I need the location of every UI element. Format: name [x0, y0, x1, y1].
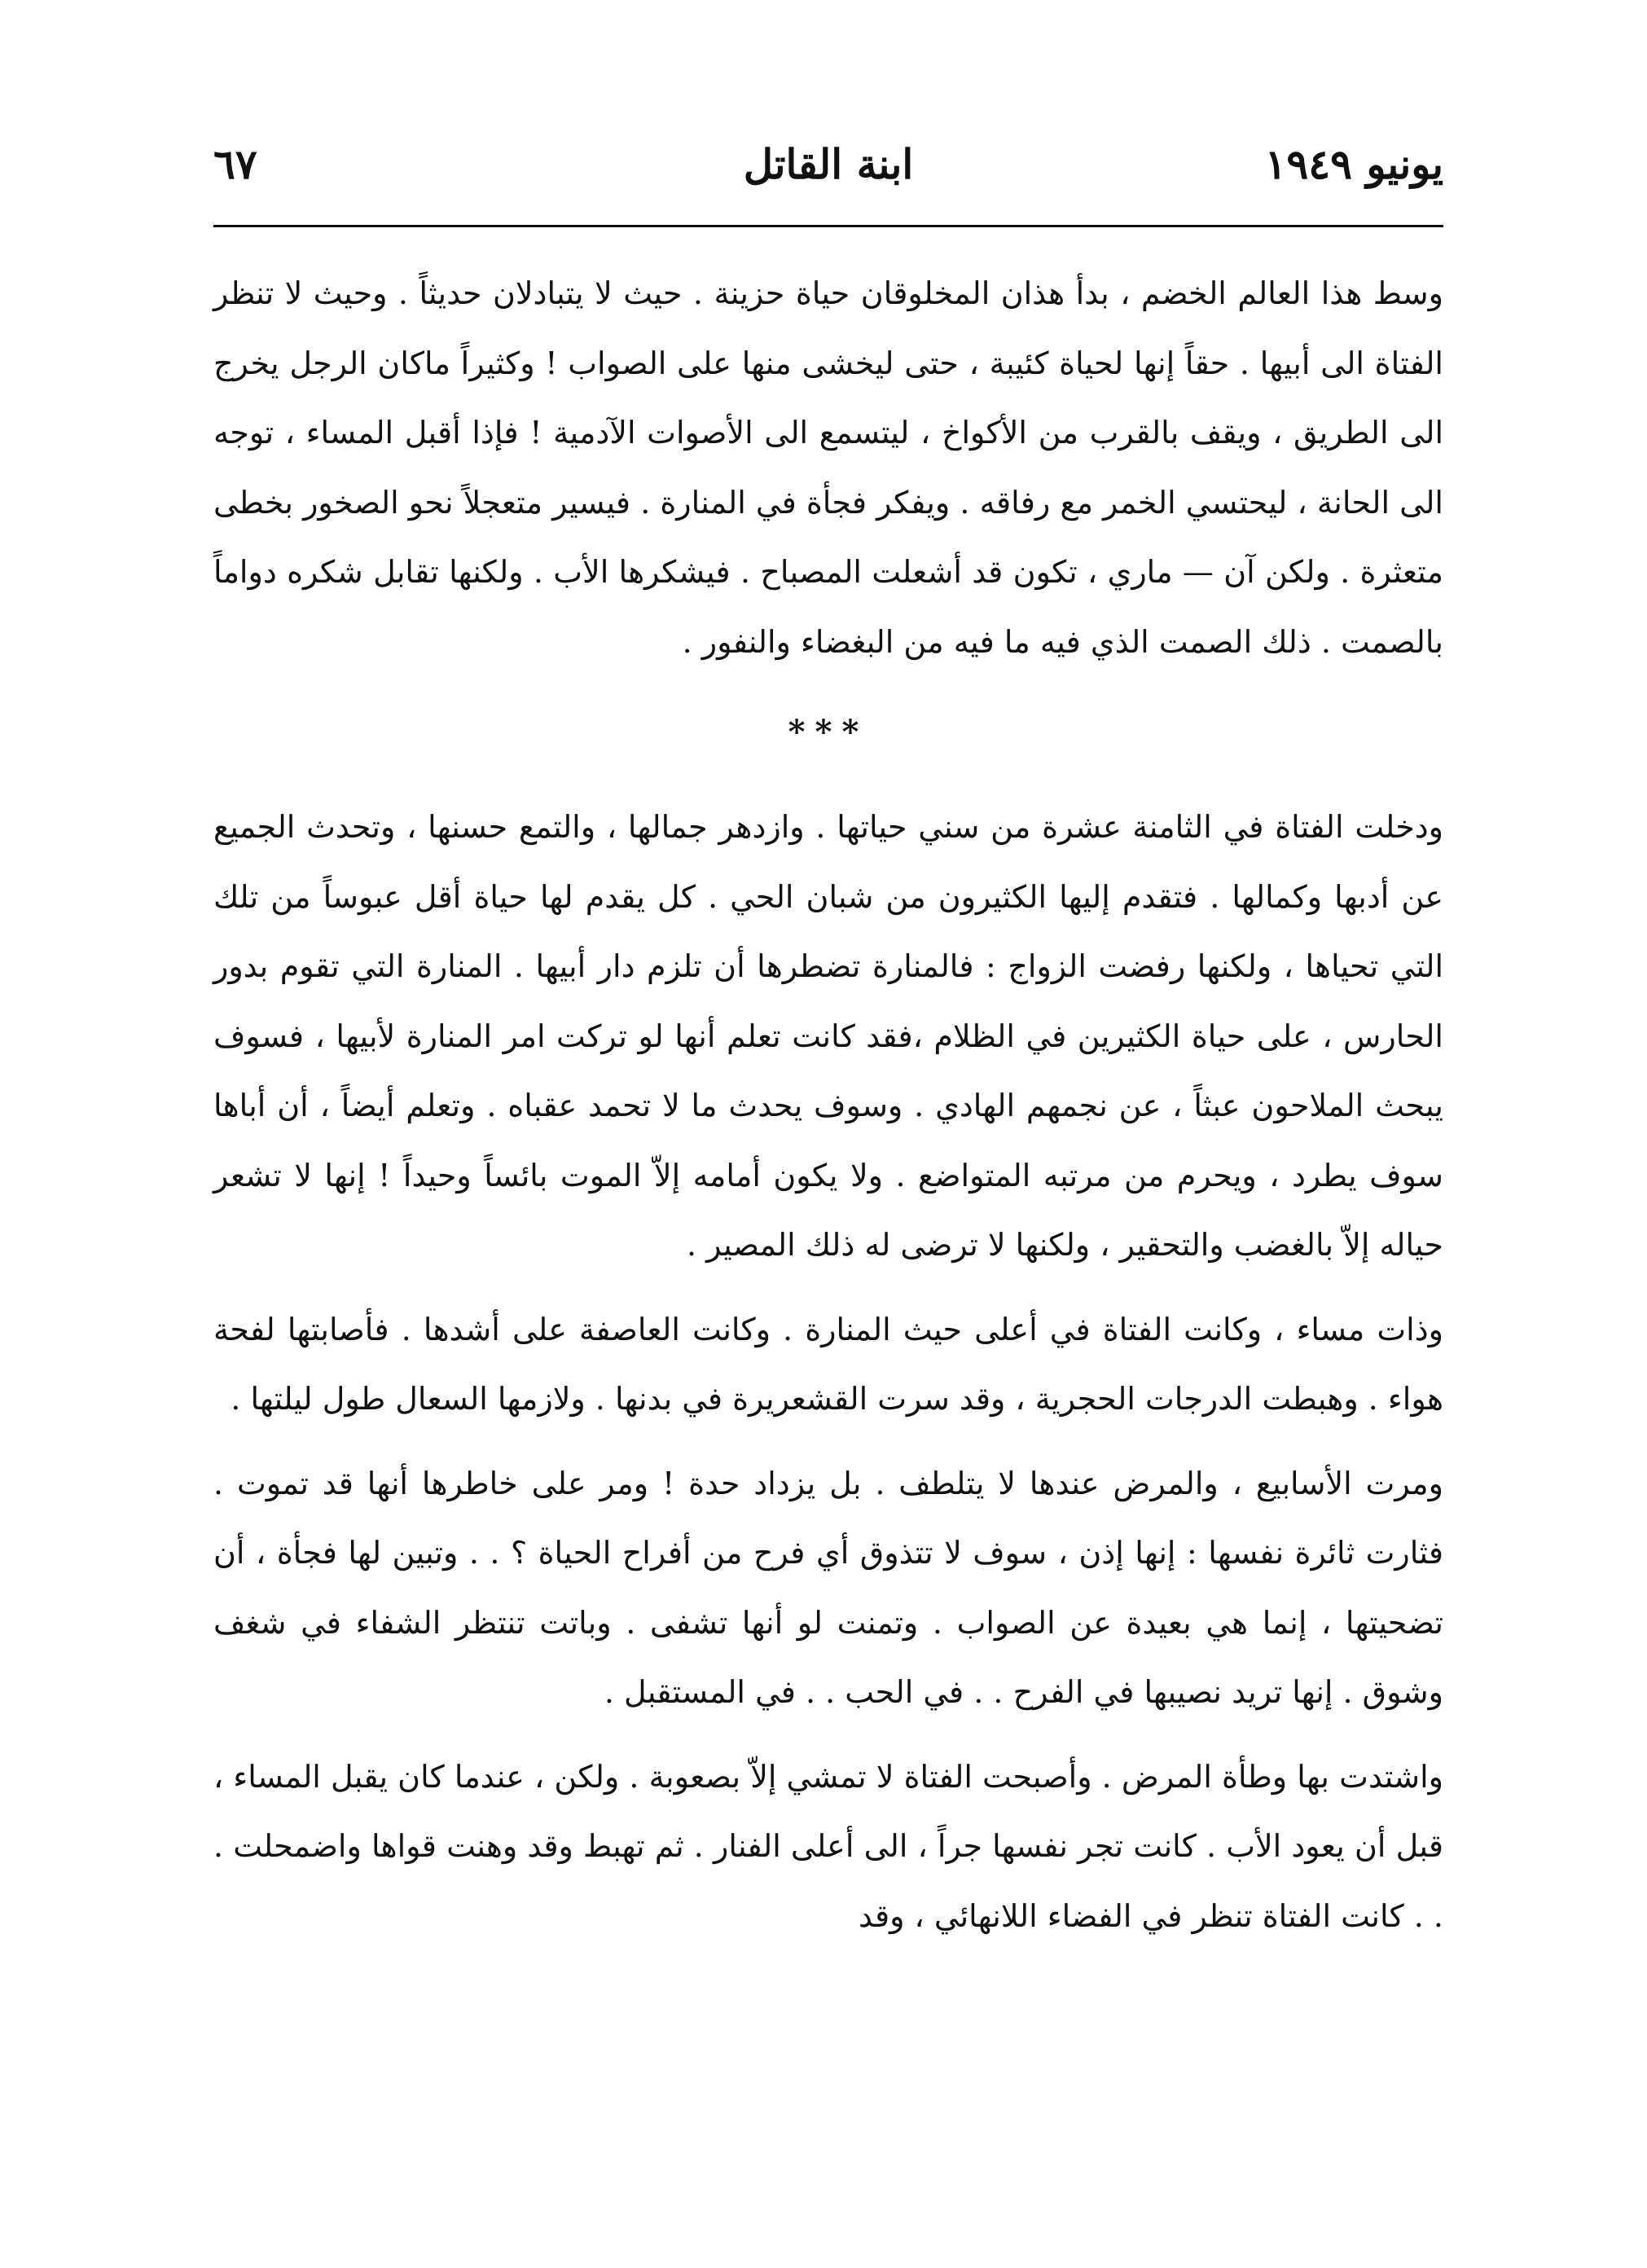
header-title: ابنة القاتل — [743, 140, 914, 188]
running-header — [213, 140, 1443, 213]
paragraph-4: ومرت الأسابيع ، والمرض عندها لا يتلطف . بل يزداد حدة ! ومر على خاطرها أنها قد تموت . فثارت ثائرة نفسها : إنها إذن ، سوف لا تتذوق أي فرح من أفراح الحياة ؟ . . وتبين لها فجأة ، أن تضحيتها ، إنما هي بعيدة عن الصواب . وتمنت لو أنها تشفى . وباتت تنتظر الشفاء في شغف وشوق . إنها تريد نصيبها في الفرح . . في الحب . . في المستقبل . — [213, 1465, 1443, 1710]
paragraph-5: واشتدت بها وطأة المرض . وأصبحت الفتاة لا تمشي إلاّ بصعوبة . ولكن ، عندما كان يقبل المساء ، قبل أن يعود الأب . كانت تجر نفسها جراً ، الى أعلى الفنار . ثم تهبط وقد وهنت قواها واضمحلت . . . كانت الفتاة تنظر في الفضاء اللانهائي ، وقد — [213, 1758, 1443, 1934]
body-text — [213, 259, 1443, 1951]
section-separator: *** — [788, 713, 869, 751]
paragraph-1: وسط هذا العالم الخضم ، بدأ هذان المخلوقان حياة حزينة . حيث لا يتبادلان حديثاً . وحيث لا تنظر الفتاة الى أبيها . حقاً إنها لحياة كئيبة ، حتى ليخشى منها على الصواب ! وكثيراً ماكان الرجل يخرج الى الطريق ، ويقف بالقرب من الأكواخ ، ليتسمع الى الأصوات الآدمية ! فإذا أقبل المساء ، توجه الى الحانة ، ليحتسي الخمر مع رفاقه . ويفكر فجأة في المنارة . فيسير متعجلاً نحو الصخور بخطى متعثرة . ولكن آن — ماري ، تكون قد أشعلت المصباح . فيشكرها الأب . ولكنها تقابل شكره دواماً بالصمت . ذلك الصمت الذي فيه ما فيه من البغضاء والنفور . — [213, 275, 1443, 660]
header-date: يونيو ١٩٤٩ — [1264, 140, 1443, 188]
paragraph-2: ودخلت الفتاة في الثامنة عشرة من سني حياتها . وازدهر جمالها ، والتمع حسنها ، وتحدث الجميع عن أدبها وكمالها . فتقدم إليها الكثيرون من شبان الحي . كل يقدم لها حياة أقل عبوساً من تلك التي تحياها ، ولكنها رفضت الزواج : فالمنارة تضطرها أن تلزم دار أبيها . المنارة التي تقوم بدور الحارس ، على حياة الكثيرين في الظلام ،فقد كانت تعلم أنها لو تركت امر المنارة لأبيها ، فسوف يبحث الملاحون عبثاً ، عن نجمهم الهادي . وسوف يحدث ما لا تحمد عقباه . وتعلم أيضاً ، أن أباها سوف يطرد ، ويحرم من مرتبه المتواضع . ولا يكون أمامه إلاّ الموت بائساً وحيداً ! إنها لا تشعر حياله إلاّ بالغضب والتحقير ، ولكنها لا ترضى له ذلك المصير . — [213, 809, 1443, 1263]
paragraph-3: وذات مساء ، وكانت الفتاة في أعلى حيث المنارة . وكانت العاصفة على أشدها . فأصابتها لفحة هواء . وهبطت الدرجات الحجرية ، وقد سرت القشعريرة في بدنها . ولازمها السعال طول ليلتها . — [213, 1311, 1443, 1417]
header-rule — [213, 225, 1443, 227]
page-number: ٦٧ — [213, 140, 257, 188]
